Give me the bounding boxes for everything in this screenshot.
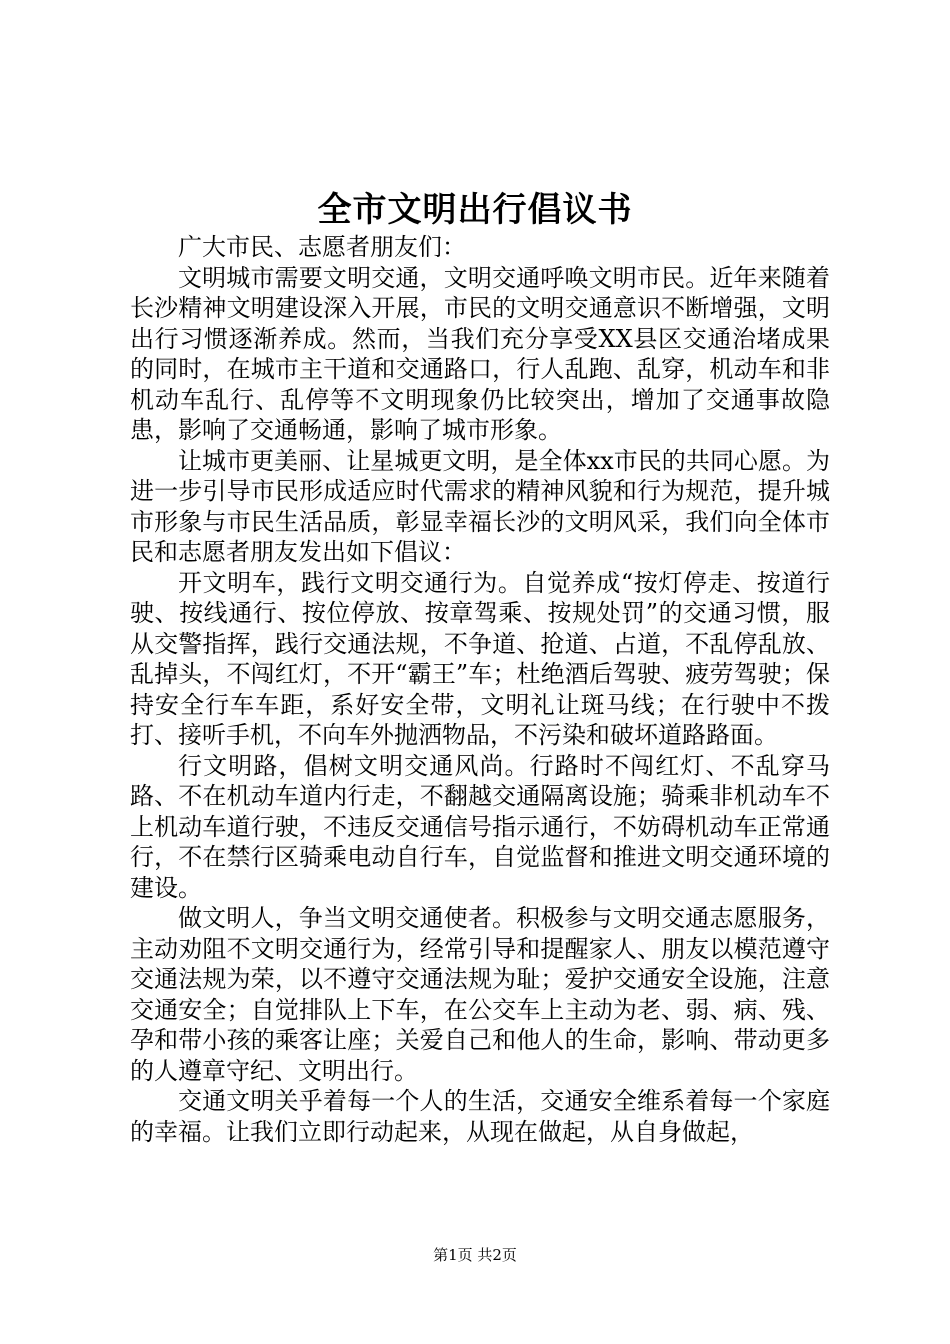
document-body [130,232,830,1147]
paragraph-civilized-person: 做文明人，争当文明交通使者。积极参与文明交通志愿服务，主动劝阻不文明交通行为，经常引导和提醒家人、朋友以模范遵守交通法规为荣，以不遵守交通法规为耻；爱护交通安全设施，注意交通安全；自觉排队上下车，在公交车上主动为老、弱、病、残、孕和带小孩的乘客让座；关爱自己和他人的生命，影响、带动更多的人遵章守纪、文明出行。 [130,904,830,1085]
paragraph-intro: 文明城市需要文明交通，文明交通呼唤文明市民。近年来随着长沙精神文明建设深入开展，市民的文明交通意识不断增强，文明出行习惯逐渐养成。然而，当我们充分享受XX县区交通治堵成果的同时，在城市主干道和交通路口，行人乱跑、乱穿，机动车和非机动车乱行、乱停等不文明现象仍比较突出，增加了交通事故隐患，影响了交通畅通，影响了城市形象。 [130,263,830,444]
paragraph-civilized-walking: 行文明路，倡树文明交通风尚。行路时不闯红灯、不乱穿马路、不在机动车道内行走，不翻越交通隔离设施；骑乘非机动车不上机动车道行驶，不违反交通信号指示通行，不妨碍机动车正常通行，不在禁行区骑乘电动自行车，自觉监督和推进文明交通环境的建设。 [130,751,830,902]
paragraph-closing: 交通文明关乎着每一个人的生活，交通安全维系着每一个家庭的幸福。让我们立即行动起来，从现在做起，从自身做起， [130,1087,830,1146]
paragraph-civilized-driving: 开文明车，践行文明交通行为。自觉养成“按灯停走、按道行驶、按线通行、按位停放、按章驾乘、按规处罚”的交通习惯，服从交警指挥，践行交通法规，不争道、抢道、占道，不乱停乱放、乱掉头，不闯红灯，不开“霸王”车；杜绝酒后驾驶、疲劳驾驶；保持安全行车车距，系好安全带，文明礼让斑马线；在行驶中不拨打、接听手机，不向车外抛洒物品，不污染和破坏道路路面。 [130,568,830,749]
page-footer: 第1页 共2页 [433,1246,517,1264]
paragraph-proposal: 让城市更美丽、让星城更文明，是全体xx市民的共同心愿。为进一步引导市民形成适应时代需求的精神风貌和行为规范，提升城市形象与市民生活品质，彰显幸福长沙的文明风采，我们向全体市民和志愿者朋友发出如下倡议： [130,446,830,566]
salutation: 广大市民、志愿者朋友们： [178,233,466,261]
document-title: 全市文明出行倡议书 [317,190,633,230]
